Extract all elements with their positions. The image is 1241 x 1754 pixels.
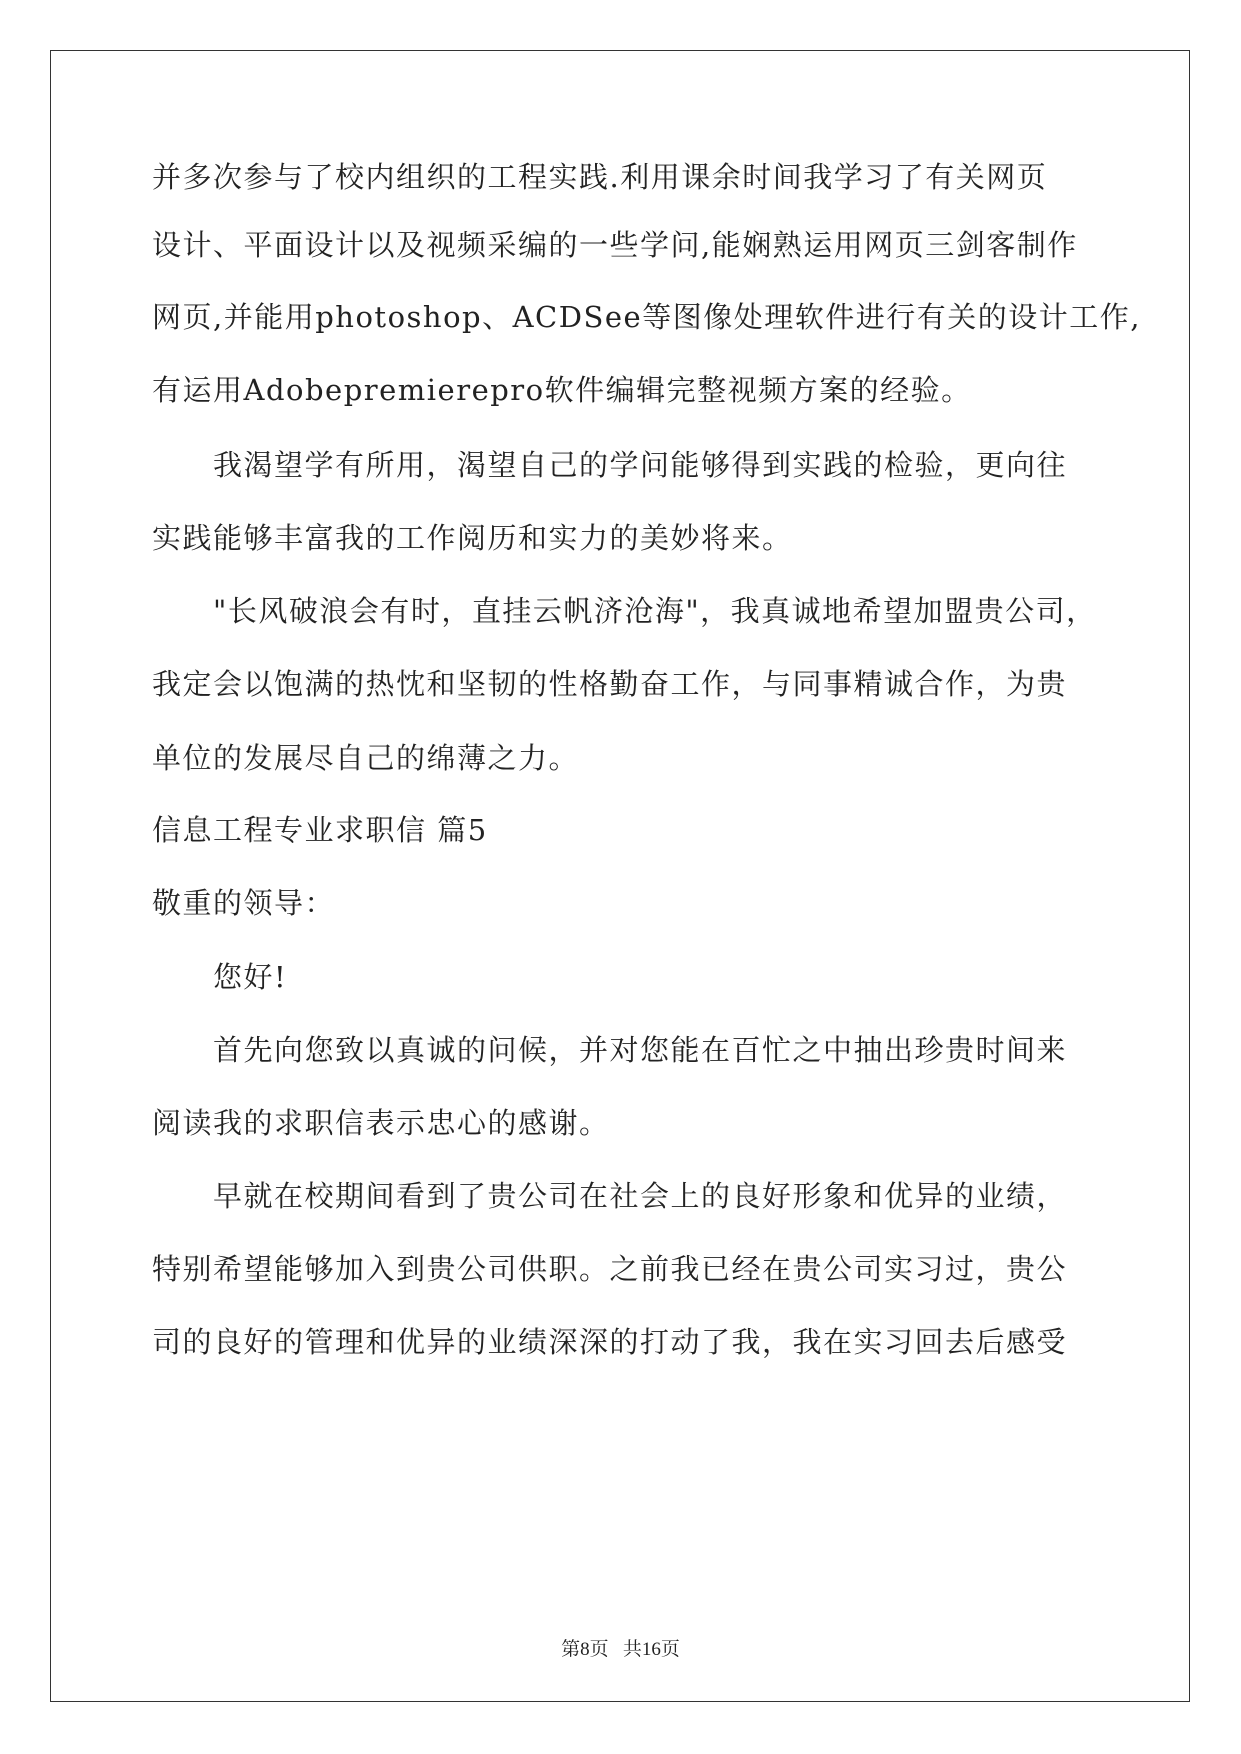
text-line: 网页,并能用photoshop、ACDSee等图像处理软件进行有关的设计工作, <box>152 300 1141 334</box>
greeting: 您好! <box>213 960 288 994</box>
text-line: 阅读我的求职信表示忠心的感谢。 <box>152 1106 610 1140</box>
text-line: 我定会以饱满的热忱和坚韧的性格勤奋工作，与同事精诚合作，为贵 <box>152 667 1068 701</box>
text-line: 特别希望能够加入到贵公司供职。之前我已经在贵公司实习过，贵公 <box>152 1252 1068 1286</box>
text-line: 设计、平面设计以及视频采编的一些学问,能娴熟运用网页三剑客制作 <box>152 228 1078 262</box>
text-line: 并多次参与了校内组织的工程实践.利用课余时间我学习了有关网页 <box>152 160 1048 194</box>
paragraph-first-line: 首先向您致以真诚的问候，并对您能在百忙之中抽出珍贵时间来 <box>213 1033 1068 1067</box>
page-number: 第8页 共16页 <box>561 1639 680 1660</box>
paragraph-first-line: "长风破浪会有时，直挂云帆济沧海"，我真诚地希望加盟贵公司， <box>213 594 1097 628</box>
text-line: 单位的发展尽自己的绵薄之力。 <box>152 741 580 775</box>
text-line: 有运用Adobepremierepro软件编辑完整视频方案的经验。 <box>152 373 972 407</box>
text-line: 实践能够丰富我的工作阅历和实力的美妙将来。 <box>152 521 793 555</box>
section-heading: 信息工程专业求职信 篇5 <box>152 813 488 847</box>
paragraph-first-line: 早就在校期间看到了贵公司在社会上的良好形象和优异的业绩， <box>213 1179 1068 1213</box>
paragraph-first-line: 我渴望学有所用，渴望自己的学问能够得到实践的检验，更向往 <box>213 448 1068 482</box>
text-line: 司的良好的管理和优异的业绩深深的打动了我，我在实习回去后感受 <box>152 1325 1068 1359</box>
salutation: 敬重的领导： <box>152 886 336 920</box>
